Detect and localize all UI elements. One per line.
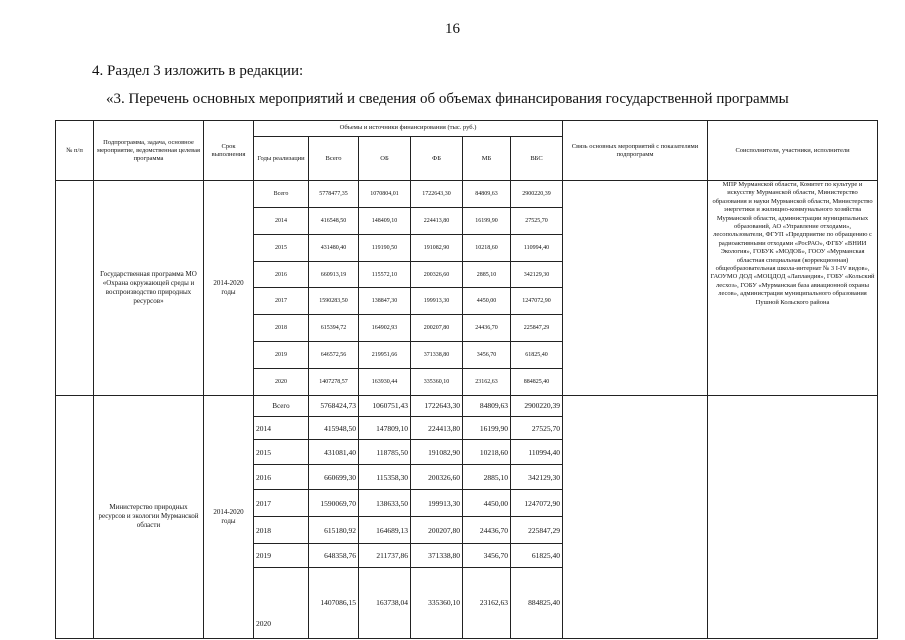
ob-cell: 164689,13 (359, 517, 411, 544)
ob-cell: 118785,50 (359, 440, 411, 465)
vbs-cell: 225847,29 (511, 517, 563, 544)
vbs-cell: 342129,30 (511, 261, 563, 288)
mb-cell: 3456,70 (463, 544, 511, 567)
mb-cell: 84809,63 (463, 395, 511, 416)
total-cell: 1407086,15 (309, 567, 359, 638)
total-cell: 646572,56 (309, 342, 359, 369)
year-cell: 2015 (254, 440, 309, 465)
vbs-cell: 110994,40 (511, 234, 563, 261)
ob-cell: 138633,50 (359, 490, 411, 517)
header-ob: ОБ (359, 137, 411, 181)
ob-cell: 1070804,01 (359, 181, 411, 208)
mb-cell: 23162,63 (463, 369, 511, 396)
mb-cell: 2885,10 (463, 261, 511, 288)
year-cell: 2016 (254, 261, 309, 288)
header-link: Связь основных мероприятий с показателями подпрограмм (563, 121, 708, 181)
year-cell: 2017 (254, 288, 309, 315)
link-cell (563, 181, 708, 396)
ob-cell: 1060751,43 (359, 395, 411, 416)
ob-cell: 163738,04 (359, 567, 411, 638)
ob-cell: 163930,44 (359, 369, 411, 396)
year-cell: 2014 (254, 416, 309, 439)
fb-cell: 191082,90 (411, 234, 463, 261)
mb-cell: 23162,63 (463, 567, 511, 638)
total-cell: 615394,72 (309, 315, 359, 342)
fb-cell: 199913,30 (411, 288, 463, 315)
mb-cell: 84809,63 (463, 181, 511, 208)
header-total: Всего (309, 137, 359, 181)
ob-cell: 164902,93 (359, 315, 411, 342)
ob-cell: 211737,86 (359, 544, 411, 567)
fb-cell: 371338,80 (411, 342, 463, 369)
total-cell: 615180,92 (309, 517, 359, 544)
mb-cell: 24436,70 (463, 315, 511, 342)
header-term: Срок выполнения (204, 121, 254, 181)
total-cell: 415948,50 (309, 416, 359, 439)
mb-cell: 4450,00 (463, 288, 511, 315)
mb-cell: 3456,70 (463, 342, 511, 369)
row-number-cell (56, 181, 94, 396)
total-cell: 5768424,73 (309, 395, 359, 416)
vbs-cell: 1247072,90 (511, 490, 563, 517)
fb-cell: 200326,60 (411, 464, 463, 490)
fb-cell: 1722643,30 (411, 181, 463, 208)
fb-cell: 335360,10 (411, 369, 463, 396)
total-cell: 1407278,57 (309, 369, 359, 396)
table-header (56, 121, 878, 181)
year-cell: Всего (254, 395, 309, 416)
vbs-cell: 342129,30 (511, 464, 563, 490)
header-subprogram: Подпрограмма, задача, основное мероприятие, ведомственная целевая программа (94, 121, 204, 181)
fb-cell: 200326,60 (411, 261, 463, 288)
year-cell: 2020 (254, 369, 309, 396)
mb-cell: 16199,90 (463, 207, 511, 234)
vbs-cell: 61825,40 (511, 544, 563, 567)
vbs-cell: 884825,40 (511, 567, 563, 638)
row-number-cell (56, 395, 94, 638)
mb-cell: 10218,60 (463, 234, 511, 261)
vbs-cell: 2900220,39 (511, 395, 563, 416)
header-no: № п/п (56, 121, 94, 181)
mb-cell: 24436,70 (463, 517, 511, 544)
header-funding: Объемы и источники финансирования (тыс. руб.) (254, 121, 563, 137)
financing-table (55, 120, 878, 639)
ob-cell: 219951,66 (359, 342, 411, 369)
mb-cell: 10218,60 (463, 440, 511, 465)
ministry-term: 2014-2020 годы (204, 395, 254, 638)
mb-cell: 4450,00 (463, 490, 511, 517)
header-executors: Соисполнители, участники, исполнители (708, 121, 878, 181)
header-fb: ФБ (411, 137, 463, 181)
vbs-cell: 225847,29 (511, 315, 563, 342)
section-heading: «3. Перечень основных мероприятий и сведения об объемах финансирования государственной программы (106, 91, 789, 107)
mb-cell: 16199,90 (463, 416, 511, 439)
fb-cell: 199913,30 (411, 490, 463, 517)
ob-cell: 147809,10 (359, 416, 411, 439)
vbs-cell: 2900220,39 (511, 181, 563, 208)
total-cell: 431081,40 (309, 440, 359, 465)
year-cell: 2016 (254, 464, 309, 490)
fb-cell: 1722643,30 (411, 395, 463, 416)
ob-cell: 148409,10 (359, 207, 411, 234)
header-mb: МБ (463, 137, 511, 181)
total-cell: 1590069,70 (309, 490, 359, 517)
mb-cell: 2885,10 (463, 464, 511, 490)
ob-cell: 115572,10 (359, 261, 411, 288)
ob-cell: 138847,30 (359, 288, 411, 315)
total-cell: 431480,40 (309, 234, 359, 261)
year-cell: 2014 (254, 207, 309, 234)
program-name: Государственная программа МО «Охрана окружающей среды и воспроизводство природных ресурсов» (94, 181, 204, 396)
header-years: Годы реализации (254, 137, 309, 181)
executors-cell: МПР Мурманской области, Комитет по культуре и искусству Мурманской области, Министерство образования и науки Мурманской области, Министерство энергетики и жилищно-коммунального хозяйства Мурманской области, администрации муниципальных образований, АО «Управление отходами», лесопользователи, ФГУП «Предприятие по обращению с радиоактивными отходами «РосРАО», ФГБУ «ВНИИ Экология», ГОБУК «МОДОБ», ГООУ «Мурманская областная специальная (коррекционная) общеобразовательная школа-интернат № 3 I-IV видов», ГАОУМО ДОД «МОЦДОД «Лапландия», ГОБУ «Кольский лесхоз», ГОБУ «Мурманская база авиационной охраны лесов», администрация муниципального образования Пушной Кольского района (708, 181, 878, 396)
year-cell: 2017 (254, 490, 309, 517)
fb-cell: 191082,90 (411, 440, 463, 465)
fb-cell: 224413,80 (411, 207, 463, 234)
vbs-cell: 61825,40 (511, 342, 563, 369)
vbs-cell: 110994,40 (511, 440, 563, 465)
year-cell: 2018 (254, 517, 309, 544)
fb-cell: 371338,80 (411, 544, 463, 567)
vbs-cell: 1247072,90 (511, 288, 563, 315)
table-row (56, 181, 878, 208)
vbs-cell: 27525,70 (511, 416, 563, 439)
total-cell: 416548,50 (309, 207, 359, 234)
ob-cell: 119190,50 (359, 234, 411, 261)
ob-cell: 115358,30 (359, 464, 411, 490)
total-cell: 660913,19 (309, 261, 359, 288)
total-cell: 648358,76 (309, 544, 359, 567)
header-vbs: ВБС (511, 137, 563, 181)
year-cell: 2019 (254, 342, 309, 369)
year-cell: 2020 (254, 567, 309, 638)
vbs-cell: 27525,70 (511, 207, 563, 234)
total-cell: 1590283,50 (309, 288, 359, 315)
ministry-name: Министерство природных ресурсов и экологии Мурманской области (94, 395, 204, 638)
year-cell: 2019 (254, 544, 309, 567)
instruction-text: 4. Раздел 3 изложить в редакции: (92, 63, 304, 79)
executors-cell (708, 395, 878, 638)
total-cell: 660699,30 (309, 464, 359, 490)
fb-cell: 200207,80 (411, 517, 463, 544)
fb-cell: 224413,80 (411, 416, 463, 439)
fb-cell: 200207,80 (411, 315, 463, 342)
fb-cell: 335360,10 (411, 567, 463, 638)
page-number: 16 (445, 21, 460, 37)
vbs-cell: 884825,40 (511, 369, 563, 396)
year-cell: Всего (254, 181, 309, 208)
table-row (56, 395, 878, 416)
link-cell (563, 395, 708, 638)
total-cell: 5778477,35 (309, 181, 359, 208)
year-cell: 2018 (254, 315, 309, 342)
program-term: 2014-2020 годы (204, 181, 254, 396)
year-cell: 2015 (254, 234, 309, 261)
